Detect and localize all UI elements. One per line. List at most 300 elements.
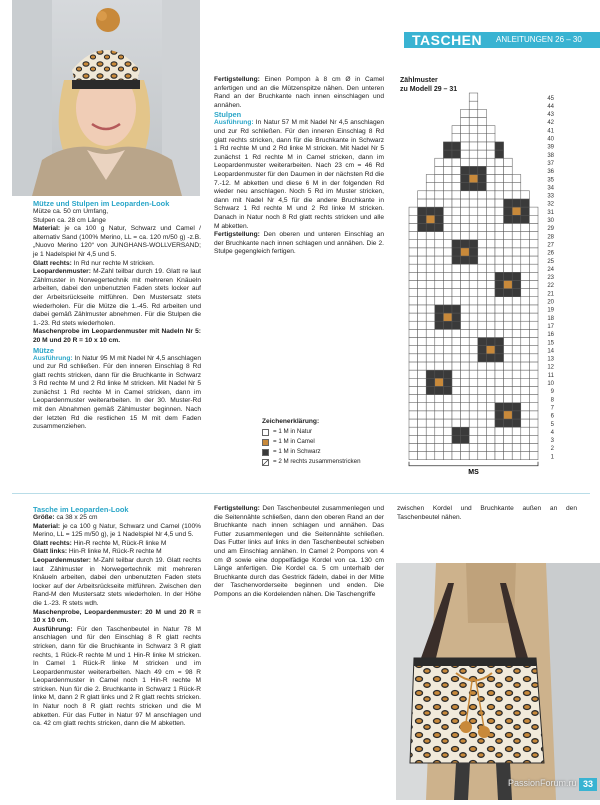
chart-cell [418,223,427,231]
chart-cell [521,346,530,354]
chart-cell [478,248,487,256]
chart-cell [495,183,504,191]
chart-cell [443,191,452,199]
chart-cell [452,256,461,264]
chart-row-number: 3 [550,438,554,445]
chart-cell [409,386,418,394]
chart-cell [478,142,487,150]
chart-cell [443,207,452,215]
chart-cell [461,378,470,386]
chart-cell [529,256,538,264]
chart-cell [529,240,538,248]
chart-cell [461,223,470,231]
chart-cell [469,248,478,256]
chart-cell [469,362,478,370]
chart-cell [461,289,470,297]
chart-cell [426,427,435,435]
chart-cell [452,207,461,215]
chart-cell [504,199,513,207]
chart-cell [435,338,444,346]
chart-cell [486,329,495,337]
chart-cell [521,435,530,443]
bag-fertig-label: Fertigstellung: [214,505,260,512]
chart-cell [435,403,444,411]
chart-cell [435,321,444,329]
chart-cell [486,403,495,411]
chart-cell [469,207,478,215]
watermark: PassionForum.ru [508,778,577,788]
chart-cell [486,166,495,174]
hat-article-cont [214,76,384,257]
chart-cell [435,207,444,215]
chart-cell [443,338,452,346]
chart-cell [478,280,487,288]
chart-cell [521,354,530,362]
chart-cell [504,452,513,460]
chart-cell [478,207,487,215]
chart-cell [504,166,513,174]
chart-cell [469,435,478,443]
chart-cell [461,346,470,354]
chart-cell [495,321,504,329]
chart-cell [521,248,530,256]
chart-cell [486,272,495,280]
bag-leo-text: M-Zahl teilbar durch 19. Glatt rechts laut Zählmuster in Norwegertechnik mit mehreren Knäueln arbeiten, dabei den unbenutzten Faden stets locker auf der Arbeitsrückseite mitführen. Zwischen den Rand-M den Mustersatz stets wiederholen. In der Höhe die 1.-23. R stets wdh. [33,556,201,607]
chart-cell [426,248,435,256]
chart-cell [478,427,487,435]
chart-cell [409,419,418,427]
chart-cell [469,346,478,354]
chart-cell [521,313,530,321]
chart-cell [529,435,538,443]
chart-cell [426,378,435,386]
chart-cell [418,370,427,378]
chart-cell [521,223,530,231]
chart-cell [426,386,435,394]
chart-cell [469,280,478,288]
chart-cell [461,215,470,223]
chart-cell [435,280,444,288]
chart-cell [435,256,444,264]
chart-row-number: 37 [547,160,554,167]
chart-cell [495,232,504,240]
chart-cell [452,338,461,346]
chart-cell [443,223,452,231]
chart-cell [443,297,452,305]
chart-cell [486,419,495,427]
chart-cell [486,134,495,142]
chart-cell [529,313,538,321]
chart-cell [512,305,521,313]
chart-cell [452,354,461,362]
chart-cell [486,411,495,419]
chart-cell [521,386,530,394]
chart-cell [478,338,487,346]
chart-cell [495,305,504,313]
chart-cell [529,338,538,346]
section-title: TASCHEN [412,32,483,48]
chart-cell [512,452,521,460]
chart-row-number: 12 [547,364,554,371]
chart-cell [443,272,452,280]
chart-cell [469,395,478,403]
chart-cell [495,329,504,337]
chart-cell [529,362,538,370]
chart-cell [495,240,504,248]
chart-cell [495,166,504,174]
chart-cell [478,321,487,329]
chart-cell [435,427,444,435]
chart-cell [486,256,495,264]
chart-cell [529,386,538,394]
chart-cell [469,109,478,117]
chart-cell [495,207,504,215]
chart-cell [504,232,513,240]
chart-cell [504,321,513,329]
chart-cell [478,191,487,199]
chart-cell [529,452,538,460]
chart-cell [443,395,452,403]
chart-cell [512,403,521,411]
chart-cell [512,289,521,297]
chart-cell [478,403,487,411]
chart-cell [443,240,452,248]
chart-cell [452,280,461,288]
chart-cell [495,395,504,403]
chart-row-number: 27 [547,242,554,249]
chart-cell [469,329,478,337]
chart-cell [409,362,418,370]
chart-row-number: 35 [547,177,554,184]
chart-cell [486,338,495,346]
chart-row-number: 20 [547,299,554,306]
chart-cell [452,126,461,134]
chart-cell [478,362,487,370]
chart-cell [469,370,478,378]
chart-cell [521,338,530,346]
chart-cell [426,232,435,240]
muetze-heading: Mütze [33,345,54,355]
chart-cell [504,370,513,378]
chart-cell [486,199,495,207]
chart-cell [478,272,487,280]
chart-cell [512,313,521,321]
bag-glatt-li-text: Hin-R linke M, Rück-R rechte M [68,548,162,556]
chart-cell [486,370,495,378]
chart-cell [443,427,452,435]
chart-row-number: 28 [547,234,554,241]
chart-cell [418,362,427,370]
chart-cell [452,305,461,313]
chart-cell [521,305,530,313]
chart-cell [409,248,418,256]
chart-cell [452,297,461,305]
chart-cell [486,248,495,256]
chart-cell [461,109,470,117]
hat-photo [12,0,200,196]
legend-schwarz [262,447,402,457]
chart-cell [504,435,513,443]
chart-title-line1: Zählmuster [400,77,438,84]
chart-cell [521,378,530,386]
chart-cell [478,215,487,223]
chart-cell [452,142,461,150]
chart-row-number: 42 [547,120,554,127]
bag-glatt-li-label: Glatt links: [33,548,68,556]
chart-cell [521,289,530,297]
chart-cell [486,215,495,223]
chart-cell [435,199,444,207]
legend-natur-text: = 1 M in Natur [273,428,313,435]
chart-row-number: 11 [547,372,554,379]
chart-cell [409,321,418,329]
chart-cell [418,427,427,435]
chart-cell [418,199,427,207]
chart-row-number: 10 [547,381,554,387]
chart-row-number: 1 [550,454,554,461]
chart-cell [469,297,478,305]
chart-cell [478,378,487,386]
chart-cell [495,452,504,460]
chart-cell [461,142,470,150]
chart-cell [426,215,435,223]
chart-cell [504,329,513,337]
chart-cell [512,378,521,386]
chart-row-number: 45 [547,95,554,102]
chart-cell [409,403,418,411]
chart-cell [461,419,470,427]
chart-row-number: 24 [547,266,554,273]
chart-cell [521,199,530,207]
bag-size-text: ca 38 x 25 cm [56,514,98,521]
chart-row-number: 7 [550,405,554,412]
chart-cell [418,232,427,240]
muetze-text: In Natur 95 M mit Nadel Nr 4,5 anschlagen und zur Rd schließen. Für den inneren Einschlag 8 Rd glatt rechts stricken, dann für die Bruchkante in Schwarz 3 Rd rechte M und 2 Rd linke M stricken. Mit Nadel Nr 5 zunächst 1 Rd rechte M in Camel stricken, dann im Leopardenmuster weiterarbeiten. In der 30. Muster-Rd mit den Abnahmen gemäß Zählmuster beginnen. Nach der letzten Rd die restlichen 15 M mit dem Faden zusammenziehen. [33,354,201,431]
chart-cell [409,223,418,231]
chart-cell [452,435,461,443]
chart-cell [495,289,504,297]
chart-cell [478,240,487,248]
section-subtitle: ANLEITUNGEN 26 – 30 [496,35,582,44]
chart-cell [495,338,504,346]
chart-cell [495,199,504,207]
legend-camel [262,437,402,447]
chart-cell [461,232,470,240]
chart-cell [461,297,470,305]
chart-cell [435,215,444,223]
chart-cell [426,264,435,272]
hat-size-2: Stulpen ca. 28 cm Länge [33,216,106,224]
chart-cell [469,240,478,248]
chart-cell [452,232,461,240]
chart-cell [478,264,487,272]
chart-cell [495,215,504,223]
chart-cell [512,175,521,183]
chart-cell [478,435,487,443]
chart-cell [521,411,530,419]
chart-cell [469,427,478,435]
chart-cell [461,117,470,125]
chart-cell [409,378,418,386]
chart-cell [486,443,495,451]
chart-cell [426,191,435,199]
chart-cell [426,411,435,419]
chart-cell [478,313,487,321]
legend-decrease [262,457,402,467]
chart-cell [478,370,487,378]
legend-title: Zeichenerklärung: [262,418,320,425]
chart-row-number: 5 [550,421,554,428]
chart-cell [486,354,495,362]
chart-cell [478,223,487,231]
chart-cell [512,435,521,443]
chart-cell [504,427,513,435]
chart-cell [418,338,427,346]
chart-row-number: 19 [547,307,554,314]
chart-cell [486,378,495,386]
chart-row-number: 36 [547,169,554,176]
chart-cell [443,175,452,183]
chart-cell [409,443,418,451]
chart-cell [504,272,513,280]
chart-cell [495,403,504,411]
chart-cell [452,452,461,460]
chart-cell [486,280,495,288]
bag-ausf-label: Ausführung: [33,625,73,633]
chart-cell [435,354,444,362]
chart-cell [443,142,452,150]
hat-article [33,199,201,432]
chart-cell [443,411,452,419]
chart-cell [512,354,521,362]
chart-cell [443,183,452,191]
chart-cell [426,207,435,215]
chart-cell [435,240,444,248]
muetze-fertig [214,76,384,110]
chart-cell [529,223,538,231]
chart-cell [469,175,478,183]
chart-cell [478,443,487,451]
chart-cell [529,272,538,280]
chart-cell [418,248,427,256]
bag-fertig [214,505,384,600]
chart-cell [461,134,470,142]
legend-camel-text: = 1 M in Camel [273,438,315,445]
chart-cell [486,435,495,443]
chart-cell [486,321,495,329]
chart-cell [478,175,487,183]
chart-cell [443,166,452,174]
chart-cell [504,386,513,394]
chart-cell [418,289,427,297]
chart-cell [512,183,521,191]
chart-row-number: 40 [547,136,554,143]
chart-cell [529,280,538,288]
chart-cell [418,191,427,199]
chart-cell [504,191,513,199]
chart-cell [452,199,461,207]
chart-cell [426,395,435,403]
bag-article-cont [214,505,384,600]
chart-cell [426,280,435,288]
chart-cell [443,199,452,207]
chart-cell [495,370,504,378]
chart-cell [486,183,495,191]
chart-cell [495,435,504,443]
chart-cell [512,280,521,288]
chart-cell [486,223,495,231]
chart-cell [443,362,452,370]
bag-leo-label: Leopardenmuster: [33,556,91,564]
muetze-fertig-text: Einen Pompon à 8 cm Ø in Camel anfertigen und an die Mützenspitze nähen. Den unteren Rand an der Bruchkante nach innen einschlagen und annähen. [214,76,384,109]
chart-cell [461,395,470,403]
chart-cell [452,403,461,411]
chart-cell [409,427,418,435]
chart-title-line2: zu Modell 29 – 31 [400,86,458,93]
chart-cell [452,183,461,191]
chart-cell [435,223,444,231]
chart-cell [461,313,470,321]
chart-cell [418,443,427,451]
chart-cell [469,378,478,386]
chart-cell [486,158,495,166]
chart-cell [452,158,461,166]
chart-cell [461,272,470,280]
stulpen-ausf [214,119,384,231]
chart-cell [409,338,418,346]
chart-row-number: 29 [547,226,554,233]
chart-cell [418,419,427,427]
chart-cell [461,126,470,134]
chart-cell [495,443,504,451]
chart-cell [435,305,444,313]
chart-cell [486,150,495,158]
chart-cell [443,158,452,166]
chart-cell [418,329,427,337]
chart-title [400,76,457,94]
chart-row-number: 21 [547,291,554,298]
chart-cell [512,199,521,207]
chart-row-number: 9 [550,389,554,396]
bag-probe: Maschenprobe, Leopardenmuster: 20 M und 20 R = 10 x 10 cm. [33,608,201,625]
bag-leo [33,557,201,609]
bag-cont-text: zwischen Kordel und Bruchkante außen an den Taschenbeutel nähen. [397,505,577,521]
chart-cell [529,321,538,329]
chart-cell [426,313,435,321]
chart-cell [418,264,427,272]
chart-cell [512,338,521,346]
chart-cell [486,207,495,215]
chart-cell [504,158,513,166]
chart-row-number: 4 [550,429,554,436]
chart-cell [461,411,470,419]
chart-cell [521,191,530,199]
chart-row-number: 17 [547,323,554,330]
chart-cell [452,150,461,158]
chart-cell [469,386,478,394]
chart-cell [512,386,521,394]
chart-cell [529,419,538,427]
chart-cell [495,378,504,386]
bag-article [33,505,201,729]
chart-cell [529,346,538,354]
chart-cell [435,346,444,354]
chart-cell [469,354,478,362]
chart-cell [452,289,461,297]
chart-cell [486,362,495,370]
chart-cell [469,134,478,142]
chart-cell [418,452,427,460]
